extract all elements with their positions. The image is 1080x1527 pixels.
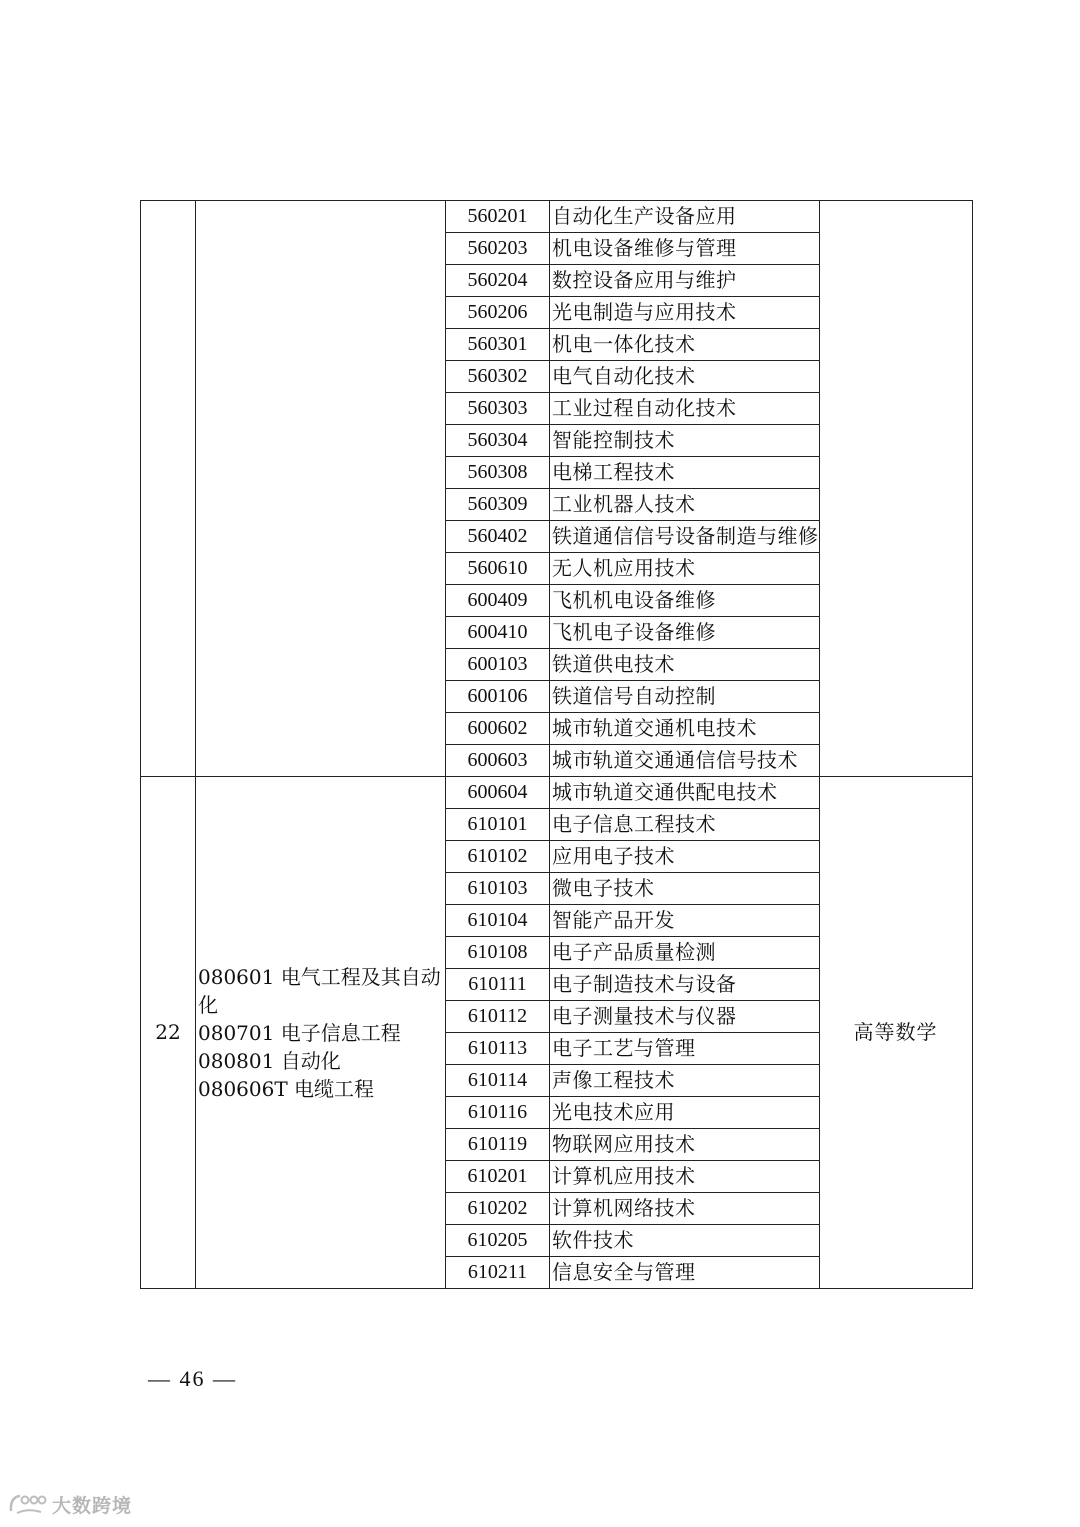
sequence-cell — [141, 201, 196, 777]
vocational-name: 机电一体化技术 — [550, 329, 820, 361]
vocational-code: 610102 — [446, 841, 550, 873]
vocational-name: 计算机网络技术 — [550, 1193, 820, 1225]
watermark-text: 大数跨境 — [52, 1494, 133, 1517]
vocational-code: 600603 — [446, 745, 550, 777]
vocational-code: 610202 — [446, 1193, 550, 1225]
vocational-name: 工业过程自动化技术 — [550, 393, 820, 425]
vocational-code: 600604 — [446, 777, 550, 809]
vocational-code: 610111 — [446, 969, 550, 1001]
vocational-code: 610103 — [446, 873, 550, 905]
table-row — [141, 777, 973, 809]
vocational-name: 城市轨道交通供配电技术 — [550, 777, 820, 809]
vocational-code: 560206 — [446, 297, 550, 329]
vocational-name: 数控设备应用与维护 — [550, 265, 820, 297]
vocational-name: 应用电子技术 — [550, 841, 820, 873]
vocational-code: 610114 — [446, 1065, 550, 1097]
major-table — [140, 200, 973, 1289]
watermark — [8, 1488, 132, 1520]
vocational-name: 自动化生产设备应用 — [550, 201, 820, 233]
vocational-name: 声像工程技术 — [550, 1065, 820, 1097]
vocational-code: 600602 — [446, 713, 550, 745]
vocational-code: 610119 — [446, 1129, 550, 1161]
vocational-code: 560201 — [446, 201, 550, 233]
vocational-name: 智能产品开发 — [550, 905, 820, 937]
undergrad-major: 080606T 电缆工程 — [198, 1076, 375, 1101]
exam-subject-cell — [819, 201, 972, 777]
vocational-code: 600103 — [446, 649, 550, 681]
vocational-name: 飞机机电设备维修 — [550, 585, 820, 617]
vocational-name: 电子产品质量检测 — [550, 937, 820, 969]
vocational-code: 600409 — [446, 585, 550, 617]
vocational-code: 600106 — [446, 681, 550, 713]
vocational-name: 信息安全与管理 — [550, 1257, 820, 1289]
vocational-code: 560309 — [446, 489, 550, 521]
undergrad-major: 080601 电气工程及其自动化 — [198, 964, 441, 1017]
vocational-name: 电梯工程技术 — [550, 457, 820, 489]
vocational-name: 城市轨道交通机电技术 — [550, 713, 820, 745]
vocational-name: 电气自动化技术 — [550, 361, 820, 393]
vocational-code: 600410 — [446, 617, 550, 649]
vocational-name: 光电技术应用 — [550, 1097, 820, 1129]
vocational-code: 610112 — [446, 1001, 550, 1033]
vocational-name: 计算机应用技术 — [550, 1161, 820, 1193]
vocational-name: 软件技术 — [550, 1225, 820, 1257]
vocational-code: 610116 — [446, 1097, 550, 1129]
vocational-code: 560302 — [446, 361, 550, 393]
undergrad-major: 080701 电子信息工程 — [198, 1020, 401, 1045]
vocational-code: 560301 — [446, 329, 550, 361]
undergrad-majors-cell — [196, 201, 446, 777]
vocational-name: 电子制造技术与设备 — [550, 969, 820, 1001]
vocational-name: 无人机应用技术 — [550, 553, 820, 585]
page-number: — 46 — — [148, 1366, 237, 1391]
vocational-code: 560203 — [446, 233, 550, 265]
table-row — [141, 201, 973, 233]
vocational-code: 610201 — [446, 1161, 550, 1193]
vocational-name: 铁道信号自动控制 — [550, 681, 820, 713]
vocational-code: 610101 — [446, 809, 550, 841]
vocational-code: 560204 — [446, 265, 550, 297]
vocational-code: 610205 — [446, 1225, 550, 1257]
vocational-code: 560304 — [446, 425, 550, 457]
vocational-code: 560308 — [446, 457, 550, 489]
vocational-name: 电子信息工程技术 — [550, 809, 820, 841]
undergrad-majors-cell — [196, 777, 446, 1289]
vocational-code: 610104 — [446, 905, 550, 937]
vocational-name: 铁道通信信号设备制造与维修 — [550, 521, 820, 553]
vocational-name: 电子测量技术与仪器 — [550, 1001, 820, 1033]
daishu-logo-icon — [8, 1491, 48, 1517]
vocational-name: 城市轨道交通通信信号技术 — [550, 745, 820, 777]
vocational-name: 工业机器人技术 — [550, 489, 820, 521]
vocational-name: 光电制造与应用技术 — [550, 297, 820, 329]
vocational-name: 铁道供电技术 — [550, 649, 820, 681]
vocational-code: 560610 — [446, 553, 550, 585]
vocational-name: 物联网应用技术 — [550, 1129, 820, 1161]
vocational-code: 560303 — [446, 393, 550, 425]
sequence-cell: 22 — [141, 777, 196, 1289]
exam-subject-cell: 高等数学 — [819, 777, 972, 1289]
vocational-code: 560402 — [446, 521, 550, 553]
undergrad-major: 080801 自动化 — [198, 1048, 341, 1073]
vocational-code: 610108 — [446, 937, 550, 969]
vocational-name: 微电子技术 — [550, 873, 820, 905]
vocational-code: 610113 — [446, 1033, 550, 1065]
vocational-code: 610211 — [446, 1257, 550, 1289]
vocational-name: 飞机电子设备维修 — [550, 617, 820, 649]
vocational-name: 机电设备维修与管理 — [550, 233, 820, 265]
vocational-name: 智能控制技术 — [550, 425, 820, 457]
vocational-name: 电子工艺与管理 — [550, 1033, 820, 1065]
